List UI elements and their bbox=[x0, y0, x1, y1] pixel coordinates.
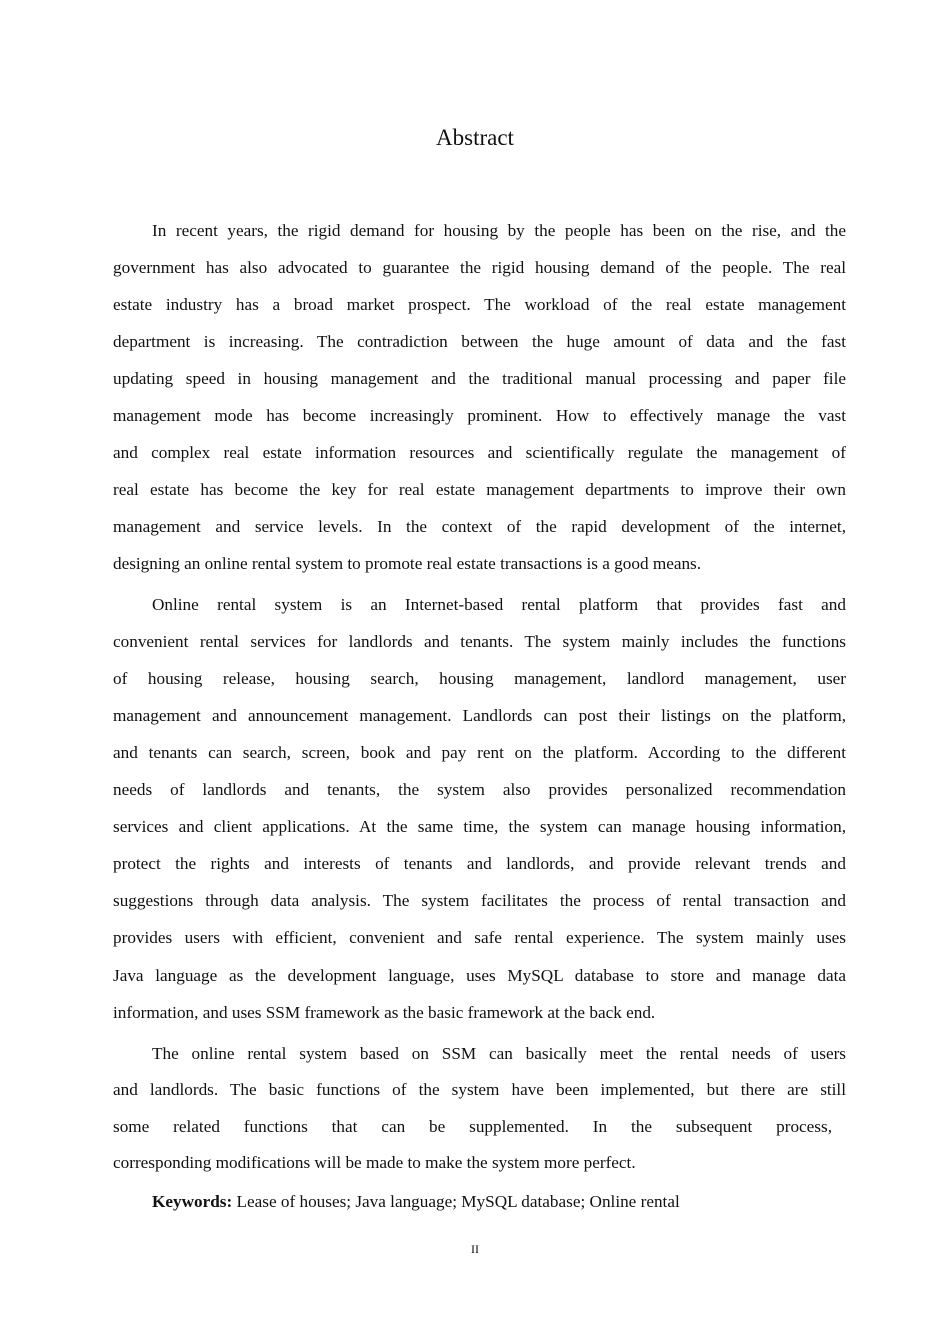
paragraph-line: updating speed in housing management and the traditional manual processing and paper file bbox=[113, 369, 846, 388]
keywords-label: Keywords: bbox=[152, 1192, 233, 1211]
paragraph-line: suggestions through data analysis. The system facilitates the process of rental transaction and bbox=[113, 891, 846, 910]
paragraph-line: management mode has become increasingly prominent. How to effectively manage the vast bbox=[113, 406, 846, 425]
paragraph-line: of housing release, housing search, housing management, landlord management, user bbox=[113, 669, 846, 688]
paragraph-line: corresponding modifications will be made to make the system more perfect. bbox=[113, 1153, 636, 1172]
paragraph-line: designing an online rental system to promote real estate transactions is a good means. bbox=[113, 554, 702, 573]
paragraph-line: department is increasing. The contradiction between the huge amount of data and the fast bbox=[113, 332, 846, 351]
paragraph-line: information, and uses SSM framework as the basic framework at the back end. bbox=[113, 1003, 656, 1022]
page-number: II bbox=[471, 1242, 479, 1256]
paragraph-line: some related functions that can be supplemented. In the subsequent process, bbox=[113, 1117, 832, 1136]
paragraph-line: management and service levels. In the context of the rapid development of the internet, bbox=[113, 517, 846, 536]
paragraph-line: management and announcement management. Landlords can post their listings on the platform, bbox=[113, 706, 846, 725]
paragraph-line: In recent years, the rigid demand for housing by the people has been on the rise, and the bbox=[152, 221, 846, 240]
keywords bbox=[152, 1190, 680, 1214]
paragraph-line: government has also advocated to guarantee the rigid housing demand of the people. The real bbox=[113, 258, 846, 277]
paragraph-line: and tenants can search, screen, book and pay rent on the platform. According to the different bbox=[113, 743, 846, 762]
paragraph-line: The online rental system based on SSM can basically meet the rental needs of users bbox=[152, 1044, 846, 1063]
paragraph-line: and landlords. The basic functions of the system have been implemented, but there are still bbox=[113, 1080, 846, 1099]
paragraph-line: needs of landlords and tenants, the system also provides personalized recommendation bbox=[113, 780, 846, 799]
paragraph-line: provides users with efficient, convenient and safe rental experience. The system mainly uses bbox=[113, 928, 846, 947]
keywords-text: Lease of houses; Java language; MySQL database; Online rental bbox=[232, 1192, 680, 1211]
paragraph-line: convenient rental services for landlords and tenants. The system mainly includes the functions bbox=[113, 632, 846, 651]
paragraph-line: Online rental system is an Internet-based rental platform that provides fast and bbox=[152, 595, 846, 614]
paragraph-line: and complex real estate information resources and scientifically regulate the management of bbox=[113, 443, 846, 462]
abstract-title: Abstract bbox=[436, 125, 514, 150]
paragraph-line: services and client applications. At the same time, the system can manage housing information, bbox=[113, 817, 846, 836]
paragraph-line: real estate has become the key for real estate management departments to improve their own bbox=[113, 480, 846, 499]
paragraph-line: Java language as the development language, uses MySQL database to store and manage data bbox=[113, 966, 846, 985]
paragraph-line: estate industry has a broad market prospect. The workload of the real estate management bbox=[113, 295, 846, 314]
paragraph-line: protect the rights and interests of tenants and landlords, and provide relevant trends and bbox=[113, 854, 846, 873]
